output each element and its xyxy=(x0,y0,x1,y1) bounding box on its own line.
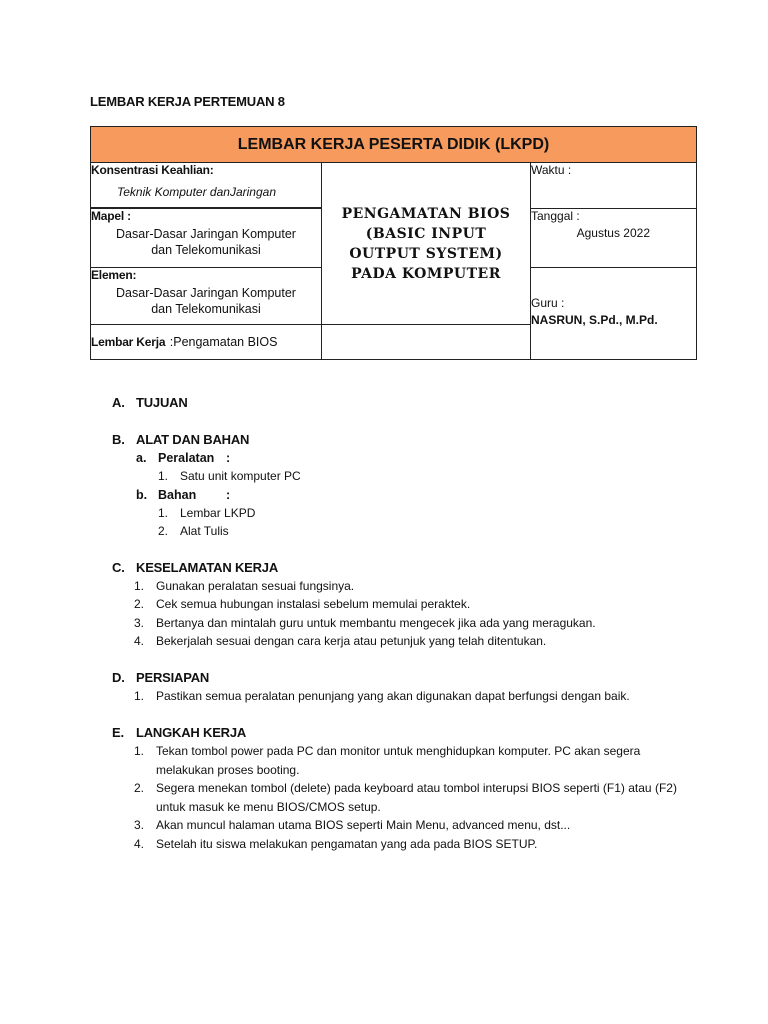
list-item: 4. Setelah itu siswa melakukan pengamatan yang ada pada BIOS SETUP. xyxy=(134,836,538,851)
subsection-colon: : xyxy=(226,451,231,465)
subsection-bahan xyxy=(136,486,712,504)
list-item: 2. Alat Tulis xyxy=(158,524,229,538)
section-title: KESELAMATAN KERJA xyxy=(136,559,279,575)
elemen-cell xyxy=(91,268,322,325)
konsentrasi-cell xyxy=(91,163,322,208)
page-heading: LEMBAR KERJA PERTEMUAN 8 xyxy=(90,94,285,109)
section-title: TUJUAN xyxy=(136,395,188,410)
main-title-cell xyxy=(322,163,531,325)
guru-name: NASRUN, S.Pd., M.Pd. xyxy=(531,313,658,327)
list-item: 3. Akan muncul halaman utama BIOS seperti Main Menu, advanced menu, dst... xyxy=(134,818,571,832)
elemen-label: Elemen: xyxy=(91,268,137,282)
section-letter: A. xyxy=(112,395,125,410)
konsentrasi-label: Konsentrasi Keahlian: xyxy=(91,163,214,177)
elemen-value: dan Telekomunikasi xyxy=(151,302,261,316)
section-title: PERSIAPAN xyxy=(136,669,210,685)
mapel-value: Dasar-Dasar Jaringan Komputer xyxy=(116,227,296,241)
bahan-list xyxy=(158,504,712,541)
section-letter: E. xyxy=(112,725,124,740)
subsection-colon: : xyxy=(226,487,231,502)
subsection-name: Peralatan xyxy=(158,451,215,465)
subsection-name: Bahan xyxy=(158,487,197,502)
list-item: 2. Segera menekan tombol (delete) pada keyboard atau tombol interupsi BIOS seperti (F1) atau (F2) untuk masuk ke menu BIOS/CMOS setup. xyxy=(134,781,677,814)
lembar-kerja-label: Lembar Kerja xyxy=(91,335,166,349)
peralatan-list xyxy=(158,467,712,486)
konsentrasi-value: Teknik Komputer danJaringan xyxy=(117,185,276,199)
list-item: 2. Cek semua hubungan instalasi sebelum memulai peraktek. xyxy=(134,597,471,611)
keselamatan-list xyxy=(134,577,712,651)
main-title-line: PENGAMATAN BIOS xyxy=(341,205,511,222)
guru-label: Guru : xyxy=(531,296,565,310)
worksheet-content xyxy=(112,394,712,853)
lkpd-table xyxy=(90,126,697,360)
section-letter: C. xyxy=(112,559,125,575)
section-persiapan xyxy=(112,669,712,687)
waktu-label: Waktu : xyxy=(531,163,572,177)
persiapan-list xyxy=(134,687,712,706)
langkah-list xyxy=(134,742,712,853)
lembar-kerja-value: :Pengamatan BIOS xyxy=(169,335,278,349)
section-langkah-kerja xyxy=(112,724,712,742)
tanggal-cell xyxy=(531,209,697,268)
elemen-value: Dasar-Dasar Jaringan Komputer xyxy=(116,286,296,300)
section-tujuan xyxy=(112,394,712,412)
main-title-line: PADA KOMPUTER xyxy=(351,265,501,282)
list-item: 1. Lembar LKPD xyxy=(158,505,256,520)
main-title-line: OUTPUT SYSTEM) xyxy=(349,245,503,262)
tanggal-value: Agustus 2022 xyxy=(576,226,650,240)
tanggal-label: Tanggal : xyxy=(531,209,580,223)
list-item: 1. Gunakan peralatan sesuai fungsinya. xyxy=(134,578,355,593)
list-item: 4. Bekerjalah sesuai dengan cara kerja atau petunjuk yang telah ditentukan. xyxy=(134,634,547,648)
list-item: 1. Tekan tombol power pada PC dan monitor untuk menghidupkan komputer. PC akan segera melakukan proses booting. xyxy=(134,744,641,777)
waktu-cell xyxy=(531,163,697,209)
mapel-value: dan Telekomunikasi xyxy=(151,243,261,257)
lkpd-title: LEMBAR KERJA PESERTA DIDIK (LKPD) xyxy=(91,127,697,163)
mapel-cell xyxy=(91,209,322,268)
section-alat-bahan xyxy=(112,431,712,449)
lembar-kerja-cell xyxy=(91,325,322,360)
section-letter: B. xyxy=(112,432,125,447)
guru-cell xyxy=(531,268,697,360)
subsection-letter: a. xyxy=(136,451,147,465)
section-letter: D. xyxy=(112,669,125,685)
section-keselamatan xyxy=(112,559,712,577)
section-title: LANGKAH KERJA xyxy=(136,725,247,740)
section-title: ALAT DAN BAHAN xyxy=(136,432,250,447)
subsection-peralatan xyxy=(136,449,712,467)
list-item: 1. Satu unit komputer PC xyxy=(158,469,301,483)
subsection-letter: b. xyxy=(136,487,148,502)
mapel-label: Mapel : xyxy=(91,209,131,223)
list-item: 1. Pastikan semua peralatan penunjang yang akan digunakan dapat berfungsi dengan baik. xyxy=(134,688,630,703)
list-item: 3. Bertanya dan mintalah guru untuk membantu mengecek jika ada yang meragukan. xyxy=(134,615,596,630)
main-title-line: (BASIC INPUT xyxy=(365,225,487,242)
